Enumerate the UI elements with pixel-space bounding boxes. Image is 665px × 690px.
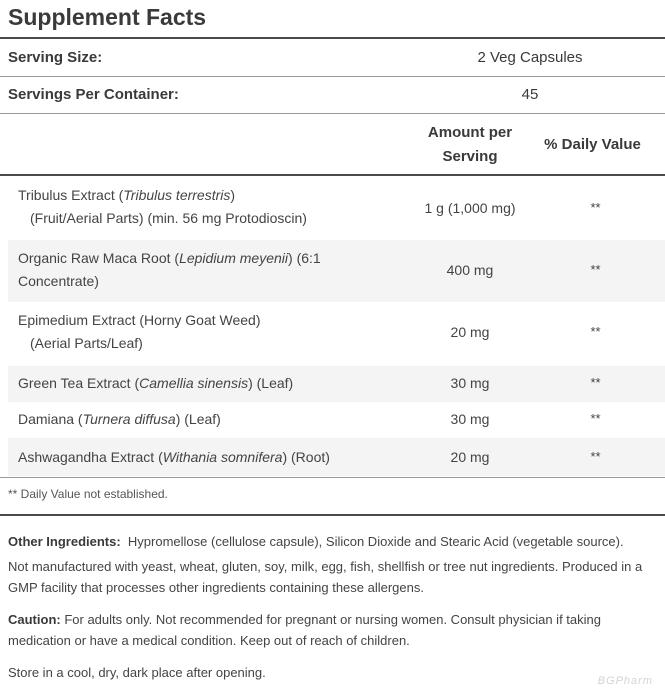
other-ingredients-text: Hypromellose (cellulose capsule), Silicon Dioxide and Stearic Acid (vegetable source).	[127, 534, 624, 549]
ingredient-amount: 400 mg	[446, 262, 494, 278]
caution-label: Caution:	[8, 612, 61, 627]
serving-size-value: 2 Veg Capsules	[477, 49, 583, 66]
ingredient-name: Damiana (Turnera diffusa) (Leaf)	[18, 411, 221, 427]
ingredient-amount: 1 g (1,000 mg)	[424, 200, 516, 216]
ingredient-name: Epimedium Extract (Horny Goat Weed) (Aerial Parts/Leaf)	[18, 312, 261, 351]
amount-header-line1: Amount per	[427, 124, 513, 141]
serving-size-label: Serving Size:	[8, 49, 103, 66]
daily-value-footnote: ** Daily Value not established.	[8, 487, 168, 501]
servings-per-container-label: Servings Per Container:	[8, 86, 179, 103]
serving-size-divider	[0, 76, 665, 77]
ingredient-daily-value: **	[590, 262, 601, 277]
watermark: BGPharm	[597, 675, 653, 687]
ingredient-amount: 30 mg	[450, 375, 490, 391]
ingredient-name: Tribulus Extract (Tribulus terrestris) (Fruit/Aerial Parts) (min. 56 mg Protodioscin)	[18, 187, 307, 226]
title-divider	[0, 37, 665, 39]
panel-title: Supplement Facts	[8, 4, 207, 30]
ingredient-row	[8, 402, 665, 438]
caution-statement	[8, 609, 653, 651]
ingredient-row	[8, 303, 665, 366]
table-bottom-divider	[0, 477, 665, 478]
daily-value-header: % Daily Value	[544, 136, 641, 153]
ingredient-name: Green Tea Extract (Camellia sinensis) (Leaf)	[18, 375, 294, 391]
allergen-statement: Not manufactured with yeast, wheat, gluten, soy, milk, egg, fish, shellfish or tree nut ingredients. Produced in a GMP facility that processes other ingredients containing these allergens.	[8, 559, 643, 595]
ingredient-daily-value: **	[590, 324, 601, 339]
storage-statement: Store in a cool, dry, dark place after opening.	[8, 665, 266, 680]
servings-divider	[0, 113, 665, 114]
ingredient-row	[8, 240, 665, 302]
ingredient-row	[8, 176, 665, 239]
ingredient-daily-value: **	[590, 200, 601, 215]
ingredient-daily-value: **	[590, 411, 601, 426]
ingredient-amount: 20 mg	[450, 449, 490, 465]
ingredient-row	[8, 438, 665, 476]
servings-per-container-value: 45	[521, 86, 539, 103]
ingredient-name: Ashwagandha Extract (Withania somnifera) (Root)	[18, 449, 330, 465]
ingredient-amount: 20 mg	[450, 324, 490, 340]
other-ingredients-label: Other Ingredients:	[8, 534, 121, 549]
ingredient-row	[8, 366, 665, 402]
footnote-divider	[0, 514, 665, 516]
amount-header-line2: Serving	[442, 148, 498, 165]
ingredient-daily-value: **	[590, 375, 601, 390]
ingredient-daily-value: **	[590, 449, 601, 464]
other-ingredients	[8, 531, 653, 552]
ingredient-name: Organic Raw Maca Root (Lepidium meyenii) (6:1 Concentrate)	[18, 250, 321, 289]
caution-text: For adults only. Not recommended for pregnant or nursing women. Consult physician if taking medication or have a medical condition. Keep out of reach of children.	[8, 612, 601, 648]
ingredient-amount: 30 mg	[450, 411, 490, 427]
